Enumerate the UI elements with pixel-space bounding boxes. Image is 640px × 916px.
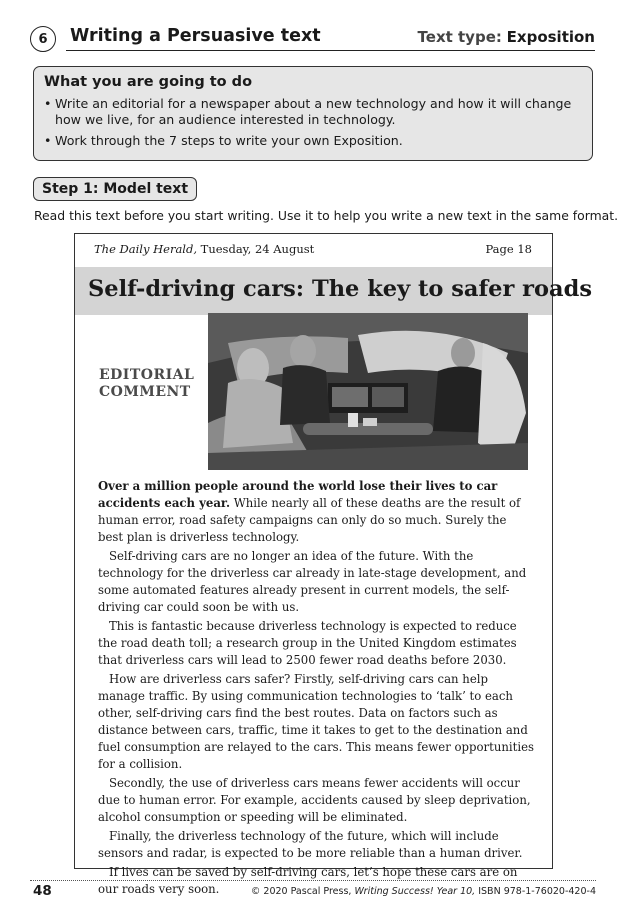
- goal-item: • Work through the 7 steps to write your own Exposition.: [44, 133, 582, 149]
- isbn: ISBN 978-1-76020-420-4: [475, 886, 596, 897]
- goals-box: [33, 66, 593, 161]
- step-label: Step 1: Model text: [33, 177, 197, 201]
- body-paragraph: Self-driving cars are no longer an idea of the future. With the technology for the driverless car already in late-stage development, and some automated features already present in current models, the self-driving car could soon be with us.: [98, 549, 527, 614]
- masthead: [94, 242, 532, 256]
- lead-text: While nearly all of these deaths are the result of human error, road safety campaigns can only do so much. Surely the best plan is driverless technology.: [98, 496, 521, 544]
- goal-item: • Write an editorial for a newspaper about a new technology and how it will change how we live, for an audience interested in technology.: [44, 96, 582, 128]
- lead-paragraph: [98, 478, 535, 546]
- article-headline: Self-driving cars: The key to safer roads: [88, 276, 593, 302]
- body-paragraph: If lives can be saved by self-driving cars, let’s hope these cars are on our roads very soon.: [98, 865, 518, 896]
- copyright-line: [251, 886, 596, 897]
- text-type-value: Exposition: [506, 28, 595, 46]
- goals-heading: What you are going to do: [44, 74, 253, 90]
- body-paragraph: This is fantastic because driverless technology is expected to reduce the road death toll; a research group in the United Kingdom estimates that driverless cars will lead to 2500 fewer road deaths before 2030.: [98, 619, 517, 667]
- page-number: 48: [33, 883, 52, 899]
- body-paragraph: Secondly, the use of driverless cars means fewer accidents will occur due to human error. For example, accidents caused by sleep deprivation, alcohol consumption or speeding will be eliminated.: [98, 776, 531, 824]
- lesson-number-badge: 6: [30, 26, 56, 52]
- car-interior-illustration: [208, 313, 528, 470]
- goals-list: [44, 96, 582, 149]
- lead-bold-text: Over a million people around the world lose their lives to car accidents each year.: [98, 479, 498, 510]
- body-paragraph: How are driverless cars safer? Firstly, self-driving cars can help manage traffic. By using communication technologies to ‘talk’ to each other, self-driving cars find the best routes. Data on factors such as distance between cars, traffic, time it takes to get to the destination and fuel consumption are relayed to the cars. This means fewer opportunities for a collision.: [98, 672, 534, 771]
- body-paragraph: Finally, the driverless technology of the future, which will include sensors and radar, is expected to be more reliable than a human driver.: [98, 829, 523, 860]
- text-type-label: Text type:: [417, 28, 502, 46]
- step-instruction: Read this text before you start writing. Use it to help you write a new text in the same format.: [34, 208, 619, 223]
- car-interior-svg: [208, 313, 528, 470]
- article-body: [98, 478, 535, 900]
- newspaper-name: The Daily Herald,: [94, 242, 198, 256]
- section-label-line1: EDITORIAL: [99, 367, 195, 383]
- article-date: Tuesday, 24 August: [197, 242, 315, 256]
- article-page: Page 18: [485, 242, 532, 256]
- headline-bar: [75, 267, 593, 315]
- editorial-comment-label: [99, 367, 194, 401]
- section-label-line2: COMMENT: [99, 384, 191, 400]
- copyright-text: © 2020 Pascal Press,: [250, 886, 355, 897]
- book-title: Writing Success! Year 10,: [354, 886, 476, 897]
- header-rule: [66, 50, 595, 51]
- text-type: [418, 28, 595, 46]
- page-header: [30, 24, 595, 52]
- footer-rule: [30, 880, 596, 881]
- page-title: Writing a Persuasive text: [70, 26, 321, 46]
